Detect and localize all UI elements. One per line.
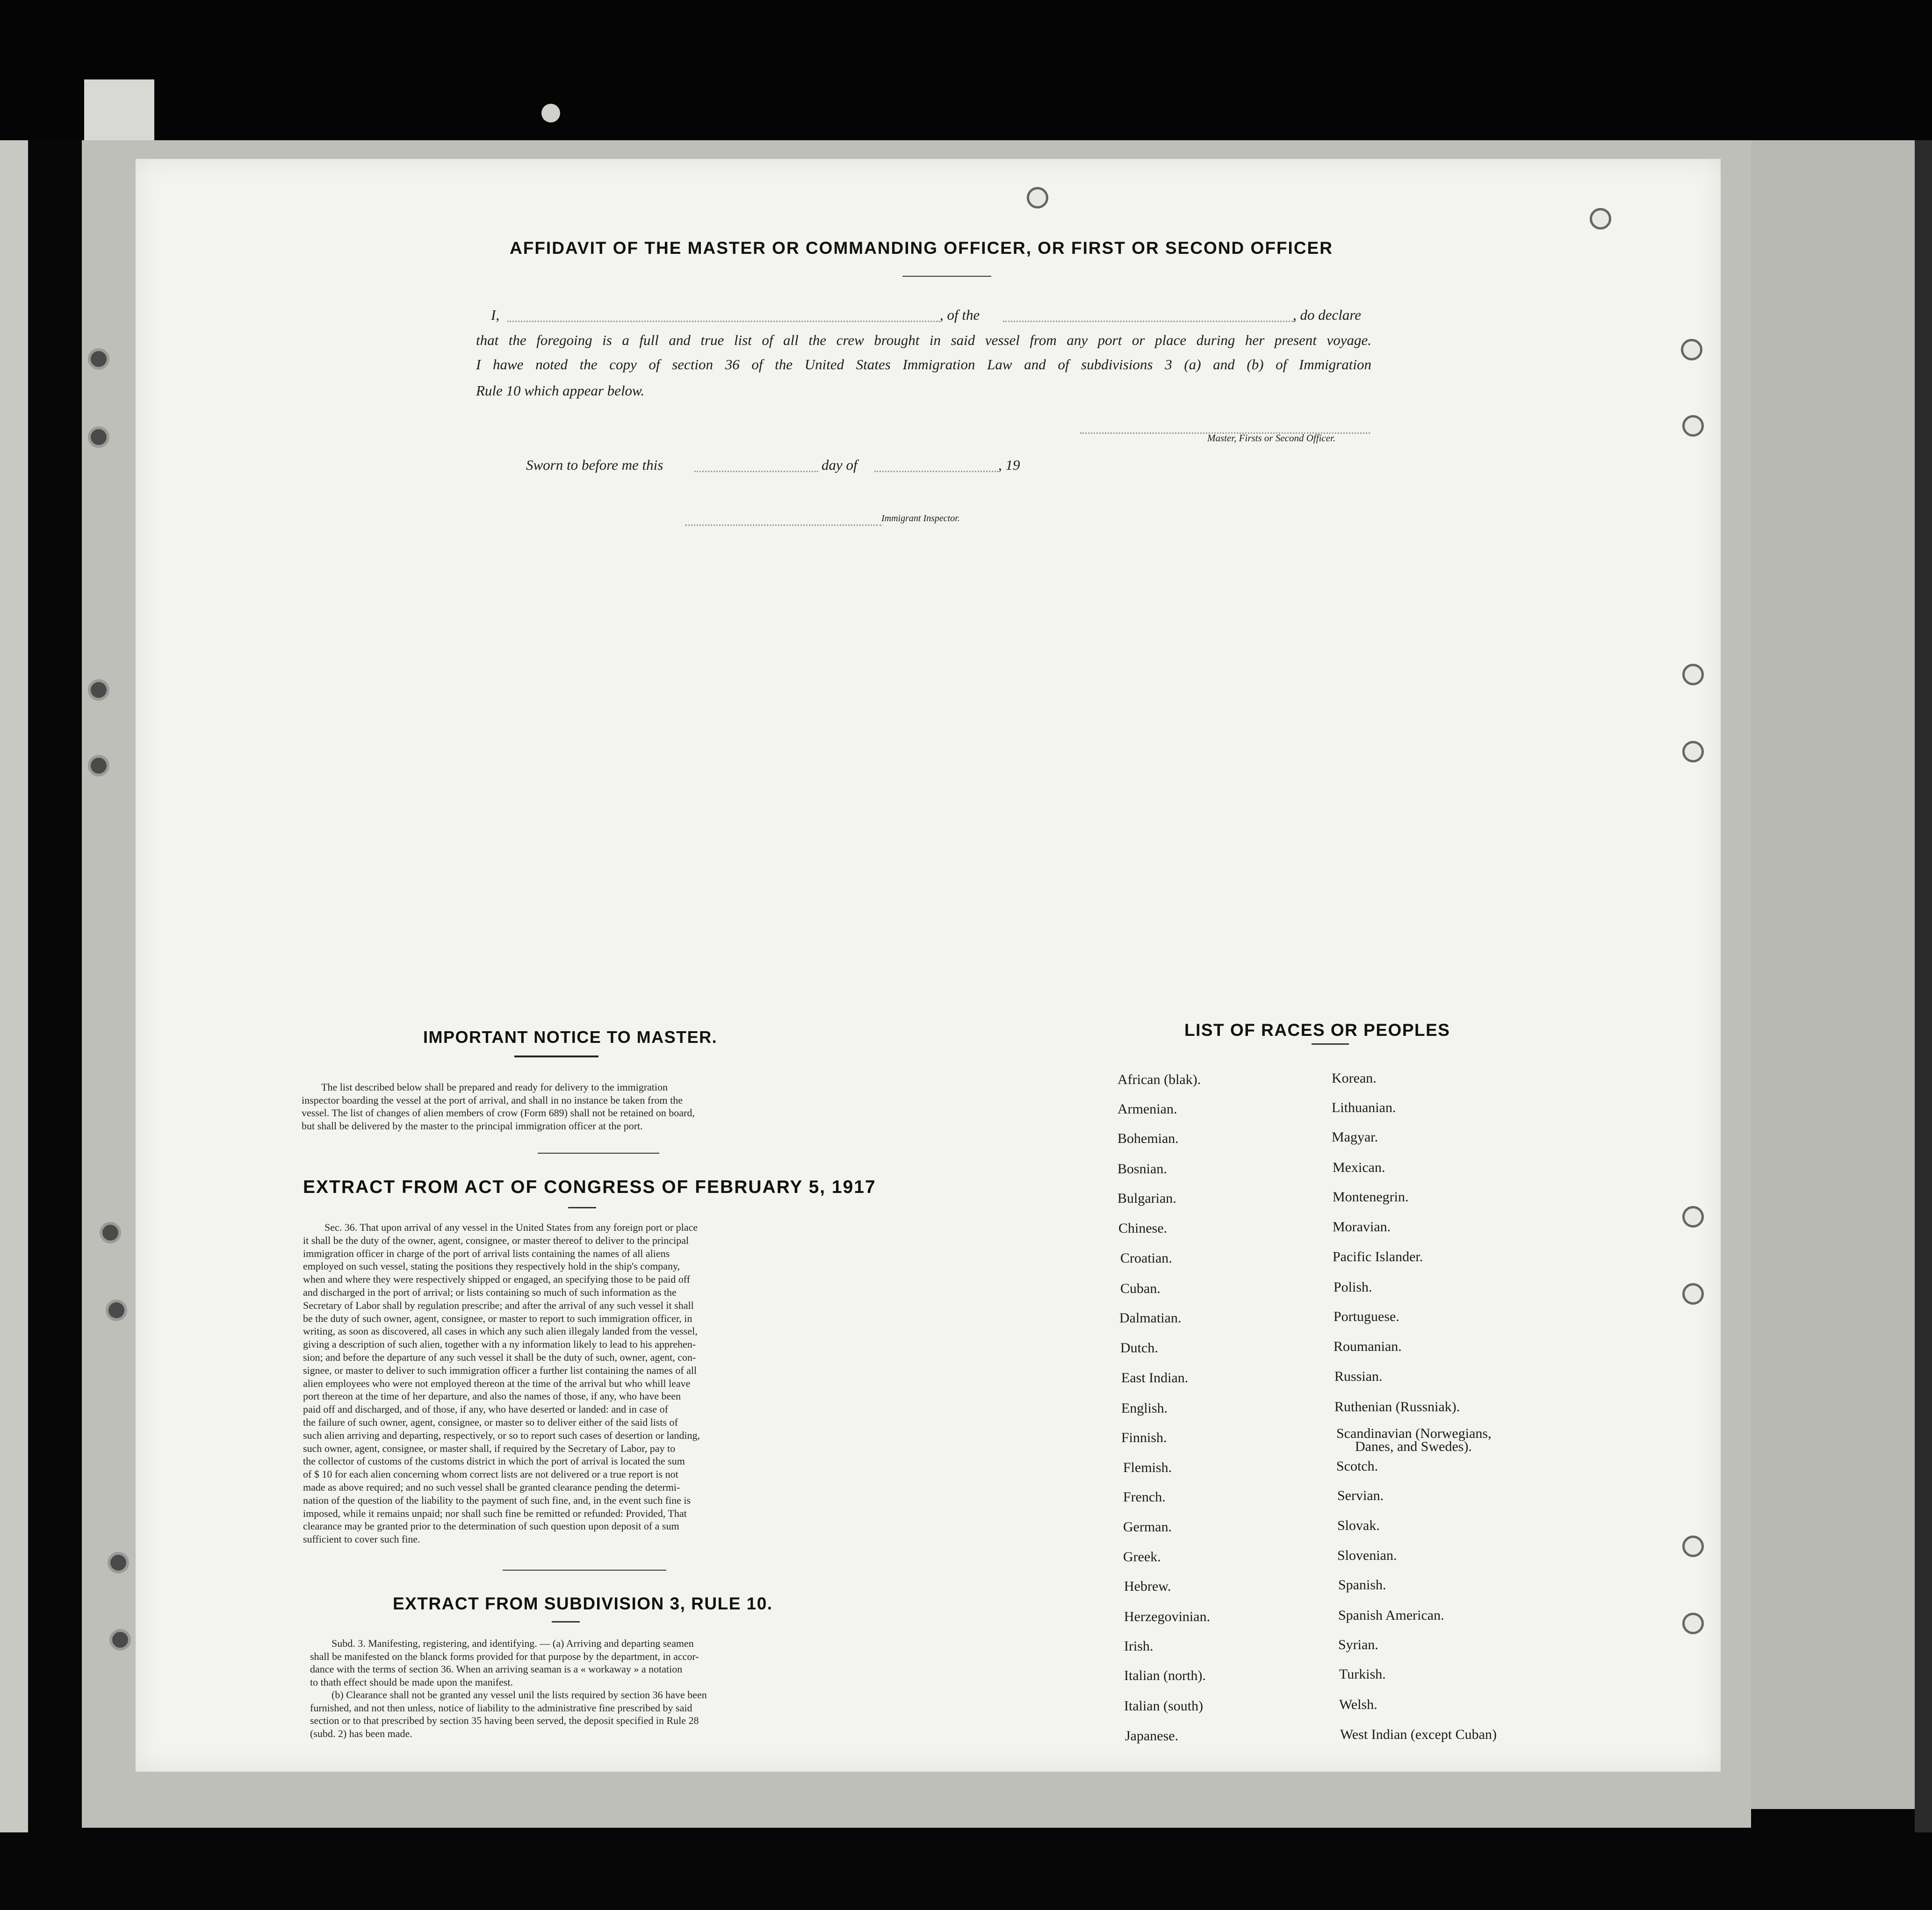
punch-hole (1682, 1283, 1704, 1305)
inspector-caption: Immigrant Inspector. (881, 513, 960, 524)
section-rule (538, 1153, 659, 1154)
punch-hole (106, 1300, 127, 1321)
affidavit-of-the: , of the (940, 307, 980, 323)
race-item: Welsh. (1339, 1697, 1377, 1712)
act-line: employed on such vessel, stating the positions they respectively hold in the ship's company, (303, 1260, 680, 1272)
name-blank (507, 321, 940, 322)
punch-hole (1027, 187, 1048, 208)
scan-right-border (1915, 140, 1932, 1832)
act-line: made as above required; and no such vessel shall be granted clearance pending the determi- (303, 1481, 680, 1493)
race-item: Portuguese. (1334, 1309, 1399, 1324)
year-text: , 19 (998, 457, 1020, 473)
race-item: Roumanian. (1334, 1339, 1402, 1354)
act-line: clearance may be granted prior to the determination of such question upon deposit of a sum (303, 1520, 679, 1532)
act-line: such owner, agent, consignee, or master shall, if required by the Secretary of Labor, pay to (303, 1442, 676, 1454)
punch-hole (1682, 1613, 1704, 1634)
act-line: the failure of such owner, agent, consignee, or master so to deliver either of the said lists of (303, 1416, 678, 1428)
notice-line: vessel. The list of changes of alien members of crow (Form 689) shall not be retained on board, (302, 1107, 695, 1119)
punch-hole (88, 679, 109, 701)
race-item: Bosnian. (1117, 1161, 1167, 1177)
race-item: Dutch. (1120, 1340, 1158, 1356)
affidavit-line-3: I hawe noted the copy of section 36 of the United States Immigration Law and of subdivisions 3 (a) and (b) of Immigration (476, 356, 1371, 373)
race-item: West Indian (except Cuban) (1340, 1727, 1497, 1742)
rule-line: Subd. 3. Manifesting, registering, and identifying. — (a) Arriving and departing seamen (332, 1637, 694, 1649)
race-item: Magyar. (1332, 1129, 1378, 1145)
affidavit-i: I, (491, 307, 500, 323)
race-item: Polish. (1334, 1279, 1372, 1295)
race-item: Bohemian. (1117, 1131, 1179, 1146)
punch-hole (100, 1222, 121, 1243)
race-item: African (blak). (1117, 1072, 1201, 1087)
race-item: Servian. (1337, 1488, 1384, 1503)
race-item: Ruthenian (Russniak). (1334, 1399, 1460, 1415)
punch-hole (1682, 1536, 1704, 1557)
rule-line: (subd. 2) has been made. (310, 1727, 412, 1739)
race-item: Turkish. (1339, 1666, 1386, 1682)
punch-hole (109, 1629, 131, 1651)
race-item: Greek. (1123, 1549, 1161, 1565)
race-item: Pacific Islander. (1333, 1249, 1423, 1264)
affidavit-line-4: Rule 10 which appear below. (476, 382, 645, 399)
affidavit-line-2: that the foregoing is a full and true list of all the crew brought in said vessel from any port or place during her present voyage. (476, 332, 1371, 348)
race-item: Cuban. (1120, 1281, 1161, 1296)
race-item: Dalmatian. (1119, 1310, 1182, 1326)
adjacent-sheet-left-edge (0, 140, 28, 1832)
punch-hole (88, 348, 109, 370)
act-line: Sec. 36. That upon arrival of any vessel in the United States from any foreign port or place (324, 1221, 698, 1233)
act-line: alien employees who were not employed thereon at the time of the arrival but who whill leave (303, 1377, 691, 1389)
act-line: be the duty of such owner, agent, consignee, or master to report to such immigration officer, in (303, 1312, 692, 1324)
sworn-day-blank (694, 471, 818, 472)
scan-dark-background (0, 0, 1932, 140)
act-line: nation of the question of the liability to the payment of such fine, and, in the event such fine is (303, 1494, 691, 1506)
race-item: Finnish. (1121, 1430, 1167, 1445)
vessel-blank (1003, 321, 1295, 322)
act-line: signee, or master to deliver to such immigration officer a further list containing the names of all (303, 1364, 697, 1376)
act-line: of $ 10 for each alien concerning whom correct lists are not delivered or a true report is not (303, 1468, 678, 1480)
races-ornament-rule (1312, 1043, 1349, 1045)
day-of-text: day of (822, 457, 858, 473)
race-item: Hebrew. (1124, 1579, 1171, 1594)
act-line: and discharged in the port of arrival; or lists containing so much of such information as the (303, 1286, 677, 1298)
month-blank (874, 471, 998, 472)
act-title: EXTRACT FROM ACT OF CONGRESS OF FEBRUARY 5, 1917 (303, 1177, 876, 1197)
act-line: such alien arriving and departing, respectively, or so to report such cases of desertion or landing, (303, 1429, 700, 1441)
punch-hole (88, 755, 109, 776)
race-item: Herzegovinian. (1124, 1609, 1211, 1624)
race-item: Moravian. (1333, 1219, 1391, 1235)
act-paragraph (303, 1221, 859, 1546)
punch-hole (1682, 1206, 1704, 1228)
race-item: Japanese. (1125, 1728, 1179, 1744)
act-line: Secretary of Labor shall by regulation prescribe; and after the arrival of any such vessel it shall (303, 1299, 694, 1311)
race-item: Scotch. (1336, 1458, 1378, 1474)
race-item: Syrian. (1338, 1637, 1378, 1652)
race-item: Flemish. (1123, 1460, 1172, 1475)
rule-line: section or to that prescribed by section 35 having been served, the deposit specified in Rule 28 (310, 1715, 699, 1726)
act-line: paid off and discharged, and of those, if any, who have deserted or landed: and in case of (303, 1403, 668, 1415)
notice-title: IMPORTANT NOTICE TO MASTER. (423, 1027, 718, 1047)
rule-title: EXTRACT FROM SUBDIVISION 3, RULE 10. (393, 1594, 773, 1613)
act-line: immigration officer in charge of the port of arrival lists containing the names of all aliens (303, 1247, 670, 1259)
act-line: sion; and before the departure of any such vessel it shall be the duty of such, owner, agent, con- (303, 1351, 696, 1363)
rule-paragraph (310, 1637, 864, 1740)
affidavit-do-declare: , do declare (1293, 307, 1362, 323)
rule-line: (b) Clearance shall not be granted any vessel unil the lists required by section 36 have been (332, 1689, 707, 1701)
race-item: Croatian. (1120, 1250, 1172, 1266)
adjacent-sheet-right-edge (1751, 140, 1915, 1809)
inspector-signature-line (685, 524, 881, 526)
race-item: Spanish American. (1338, 1608, 1444, 1623)
punch-hole (1682, 741, 1704, 762)
race-item: Armenian. (1117, 1101, 1177, 1117)
race-item: Montenegrin. (1333, 1189, 1409, 1205)
race-item: Chinese. (1118, 1221, 1168, 1236)
punch-hole (1681, 339, 1702, 360)
race-item: Spanish. (1338, 1577, 1386, 1593)
rule-line: furnished, and not then unless, notice of liability to the administrative fine prescribed by said (310, 1702, 692, 1714)
race-item: German. (1123, 1519, 1172, 1535)
race-item: Scandinavian (Norwegians, (1336, 1426, 1492, 1441)
act-line: imposed, while it remains unpaid; nor shall such fine be remitted or refunded: Provided, That (303, 1507, 687, 1519)
race-item: Bulgarian. (1117, 1191, 1176, 1206)
race-item: Russian. (1334, 1369, 1383, 1384)
master-caption: Master, Firsts or Second Officer. (1207, 432, 1336, 444)
race-item: Italian (north). (1124, 1668, 1206, 1683)
notice-line: but shall be delivered by the master to the principal immigration officer at the port. (302, 1120, 643, 1132)
affidavit-title: AFFIDAVIT OF THE MASTER OR COMMANDING OFFICER, OR FIRST OR SECOND OFFICER (510, 238, 1333, 258)
act-line: the collector of customs of the customs district in which the port of arrival is located the sum (303, 1455, 685, 1467)
rule-line: dance with the terms of section 36. When an arriving seaman is a « workaway » a notation (310, 1663, 683, 1675)
races-title: LIST OF RACES OR PEOPLES (1184, 1020, 1450, 1040)
race-item: Slovak. (1337, 1518, 1380, 1533)
binding-hole (541, 104, 560, 122)
race-item: Italian (south) (1124, 1698, 1204, 1714)
race-item: French. (1123, 1489, 1166, 1505)
punch-hole (88, 426, 109, 448)
race-item: Danes, and Swedes). (1355, 1439, 1472, 1454)
race-item: East Indian. (1121, 1370, 1189, 1386)
race-item: Mexican. (1333, 1160, 1385, 1175)
rule-line: shall be manifested on the blanck forms provided for that purpose by the department, in accor- (310, 1650, 699, 1662)
act-line: writing, as soon as discovered, all cases in which any such alien illegaly landed from the vessel, (303, 1325, 698, 1337)
sworn-text: Sworn to before me this (526, 457, 663, 473)
race-item: Korean. (1332, 1070, 1377, 1086)
race-item: Irish. (1124, 1638, 1153, 1654)
act-ornament-rule (568, 1207, 596, 1208)
punch-hole (108, 1552, 129, 1573)
rule-line: to thath effect should be made upon the manifest. (310, 1676, 513, 1688)
act-line: giving a description of such alien, together with a ny information likely to lead to his apprehen- (303, 1338, 696, 1350)
act-line: when and where they were respectively shipped or engaged, an specifying those to be paid off (303, 1273, 690, 1285)
punch-hole (1682, 664, 1704, 685)
punch-hole (1590, 208, 1611, 230)
punch-hole (1682, 415, 1704, 437)
race-item: Lithuanian. (1332, 1100, 1396, 1115)
section-rule (503, 1570, 666, 1571)
act-line: it shall be the duty of the owner, agent, consignee, or master thereof to deliver to the principal (303, 1234, 689, 1246)
notice-paragraph (302, 1081, 856, 1132)
act-line: port thereon at the time of her departure, and also the names of those, if any, who have been (303, 1390, 681, 1402)
act-line: sufficient to cover such fine. (303, 1533, 420, 1545)
binding-tab (84, 79, 154, 140)
race-item: Slovenian. (1337, 1548, 1397, 1563)
notice-line: inspector boarding the vessel at the port of arrival, and shall in no instance be taken from the (302, 1094, 683, 1106)
notice-line: The list described below shall be prepared and ready for delivery to the immigration (321, 1081, 668, 1093)
title-rule (902, 276, 991, 277)
notice-ornament-rule (514, 1056, 598, 1057)
race-item: English. (1121, 1400, 1168, 1416)
rule-ornament-rule (552, 1621, 580, 1623)
